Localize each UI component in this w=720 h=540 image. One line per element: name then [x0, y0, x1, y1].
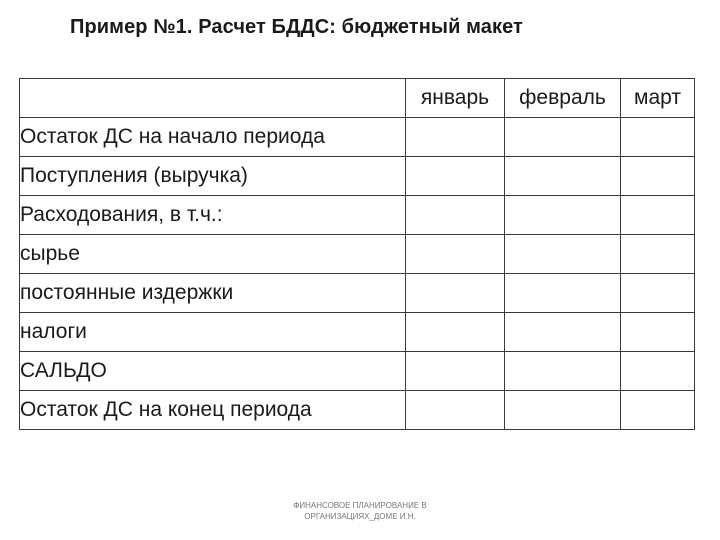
table-cell	[621, 313, 695, 352]
header-february: февраль	[505, 79, 621, 118]
row-label: Расходования, в т.ч.:	[20, 196, 406, 235]
row-label: САЛЬДО	[20, 352, 406, 391]
table-row	[20, 313, 695, 352]
row-label: сырье	[20, 235, 406, 274]
page-title: Пример №1. Расчет БДДС: бюджетный макет	[70, 16, 523, 38]
row-label: Поступления (выручка)	[20, 157, 406, 196]
table-cell	[621, 352, 695, 391]
table-cell	[505, 391, 621, 430]
table-cell	[621, 157, 695, 196]
footer-line: ОРГАНИЗАЦИЯХ_ДОМЕ И.Н.	[304, 512, 416, 521]
table-cell	[505, 274, 621, 313]
footer-line: ФИНАНСОВОЕ ПЛАНИРОВАНИЕ В	[293, 501, 427, 510]
table-cell	[505, 118, 621, 157]
table-cell	[621, 196, 695, 235]
table-cell	[406, 157, 505, 196]
table-cell	[406, 313, 505, 352]
table-cell	[505, 352, 621, 391]
table-cell	[406, 235, 505, 274]
table-cell	[621, 391, 695, 430]
table-cell	[406, 118, 505, 157]
table-cell	[406, 391, 505, 430]
table-row	[20, 235, 695, 274]
table-cell	[406, 352, 505, 391]
table-cell	[621, 274, 695, 313]
table-row	[20, 274, 695, 313]
row-label: постоянные издержки	[20, 274, 406, 313]
table-cell	[406, 274, 505, 313]
row-label: налоги	[20, 313, 406, 352]
table-cell	[621, 235, 695, 274]
table-cell	[406, 196, 505, 235]
table-header-row	[20, 79, 695, 118]
row-label: Остаток ДС на начало периода	[20, 118, 406, 157]
row-label: Остаток ДС на конец периода	[20, 391, 406, 430]
table-row	[20, 196, 695, 235]
table-cell	[505, 157, 621, 196]
budget-table	[19, 78, 695, 430]
table-cell	[505, 313, 621, 352]
table-row	[20, 352, 695, 391]
table-row	[20, 118, 695, 157]
slide-footer	[240, 500, 480, 522]
table-cell	[505, 235, 621, 274]
table-cell	[621, 118, 695, 157]
header-january: январь	[406, 79, 505, 118]
table-cell	[505, 196, 621, 235]
table-row	[20, 157, 695, 196]
header-march: март	[621, 79, 695, 118]
table-row	[20, 391, 695, 430]
header-cell-empty	[20, 79, 406, 118]
